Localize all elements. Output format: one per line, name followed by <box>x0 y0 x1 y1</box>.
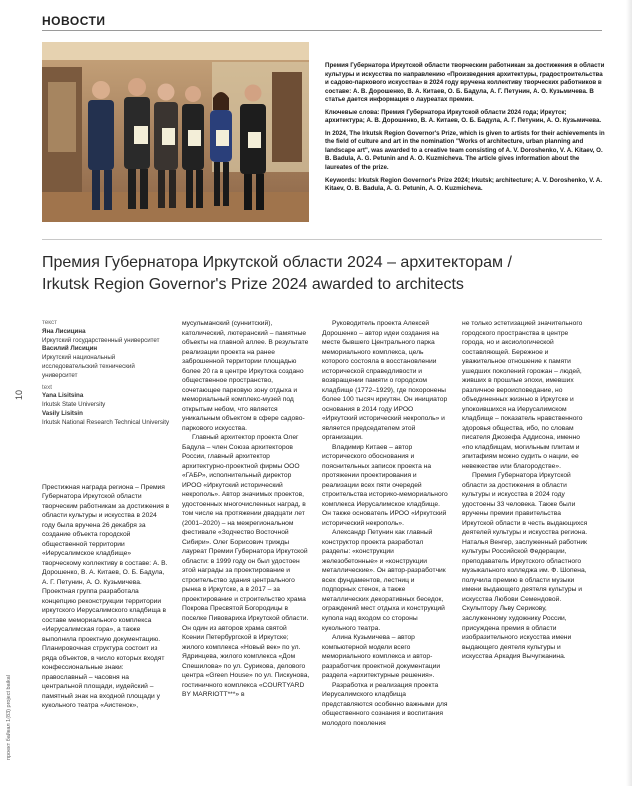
body-paragraph: Престижная награда региона – Премия Губернатора Иркутской области творческим работникам за достижения в области культуры и искусства в 2024 году была вручена 26 декабря за создание объекта городской общественной территории «Иерусалимское кладбище» творческому коллективу в составе: А. В. Дорошенко, В. А. Китаев, О. Б. Бадула, А. Г. Петунин, А. О. Кузьмичева. Проектная группа разработала концепцию реконструкции территории иркутского Иерусалимского кладбища в составе мемориального комплекса «Иерусалимская гора», а также выполнила проектную документацию. Планировочная структура состоит из ряда объектов, в число которых входят конфессиональные знаки: православный – часовня на центральной площади, иудейский – памятный знак на входной площади у кукольного театра «Аистенок», <box>42 483 170 710</box>
award-ceremony-photo <box>42 42 309 222</box>
body-paragraph: Разработка и реализация проекта Иерусалимского кладбища представляются особенно важными для общественного сознания и воспитания молодого поколения <box>322 681 448 727</box>
author-1-ru: Яна Лисицина <box>42 327 86 335</box>
author-1-en: Yana Lisitsina <box>42 392 84 400</box>
body-paragraph: Руководитель проекта Алексей Дорошенко – автор идеи создания на месте бывшего Центрального парка мемориального комплекса, цель которого состояла в восстановлении исторической справедливости и возвращении памяти о городском кладбище (1772–1929), где похоронены более 100 тысяч иркутян. Он инициатор основания в 2014 году ИРОО «Иркутский исторический некрополь» и является председателем этой организации. <box>322 320 448 442</box>
abstract-ru: Премия Губернатора Иркутской области творческим работникам за достижения в области культуры и искусства по направлению «Произведения архитектуры, градостроительства и садово-паркового искусства» в 2024 году вручена коллективу творческих работников в составе: А. В. Дорошенко, В. А. Китаев, О. Б. Бадула, А. Г. Петунин, А. О. Кузьмичева. В статье дается информация о лауреатах премии. <box>325 62 605 104</box>
body-paragraph: Александр Петунин как главный конструктор проекта разработал разделы: «конструкции железобетонные» и «конструкции металлические». Он автор-разработчик всех фундаментов, лестниц и подпорных стенок, а также металлических декоративных беседок, ограждений мест отдыха и конструкций купола над входом со стороны кукольного театра. <box>322 529 446 632</box>
author-2-ru: Василий Лисицин <box>42 345 98 353</box>
column-3 <box>322 319 450 728</box>
running-footer: проект байкал 1(83) project baikal <box>6 675 12 760</box>
title-ru: Премия Губернатора Иркутской области 2024 – архитекторам / <box>42 254 512 271</box>
keywords-en-label: Keywords: <box>325 176 357 184</box>
article-title <box>42 252 612 295</box>
column-4 <box>462 319 590 662</box>
affiliation-2-ru: Иркутский национальный исследовательский технический университет <box>42 354 135 379</box>
body-paragraph: Главный архитектор проекта Олег Бадула – член Союза архитекторов России, главный архитектор архитектурно-проектной фирмы ООО «ГАБР», исполнительный директор ИРОО «Иркутский исторический некрополь». Автор значимых проектов, удостоенных многочисленных наград, в том числе на протяжении двадцати лет (2001–2020) – на межрегиональном фестивале «Зодчество Восточной Сибири». Олег Борисович трижды лауреат Премии Губернатора Иркутской области: в 1999 году он был удостоен этой награды за проектирование и строительство здания центрального рынка в Иркутске, а в 2017 – за проектирование и строительство храма Покрова Пресвятой Богородицы в поселке Пивоварихa Иркутской области. Он один из авторов храма святой Ксении Петербургской в Иркутске; жилого комплекса «Новый век» по ул. Ядринцева, жилого комплекса «Дом Спешилова» по ул. Сурикова, делового центра «Green House» по ул. Пискунова, гостиничного комплекса «COURTYARD BY MARRIOTT***» в <box>182 434 310 699</box>
credits <box>42 319 170 428</box>
abstract-en: In 2024, The Irkutsk Region Governor's Prize, which is given to artists for their achievements in the field of culture and art in the nomination "Works of architecture, urban planning and landscape art", was awarded to a creative team consisting of A. V. Doroshenko, V. A. Kitaev, O. B. Badula, A. G. Petunin and A. O. Kuzmicheva. The article gives information about the laureates of the prize. <box>325 129 605 172</box>
keywords-en <box>325 177 607 194</box>
credits-label-ru: текст <box>42 319 57 326</box>
body-paragraph: Владимир Китаев – автор исторического обоснования и пояснительных записок проекта на протяжении проектирования и реализации всех пяти очередей строительства историко-мемориального комплекса Иерусалимское кладбище. Он также основатель ИРОО «Иркутский исторический некрополь». <box>322 443 448 527</box>
affiliation-2-en: Irkutsk National Research Technical University <box>42 418 170 426</box>
section-tag: НОВОСТИ <box>42 14 106 28</box>
body-paragraph: не только эстетизацией значительного городского пространства в центре города, но и аксиологической составляющей. Бережное и уважительное отношение к памяти ушедших поколений горожан – людей, живших в прошлые эпохи, имевших различное вероисповедание, но объединенных жизнью в Иркутске и упокоившихся на Иерусалимском кладбище – показатель нравственного здоровья общества, ибо, по словам писателя Джозефа Аддисона, именно «по кладбищам, могильным плитам и эпитафиям можно судить о нации, ее невежестве или благородстве». <box>462 320 583 470</box>
body-paragraph: Алина Кузьмичева – автор компьютерной модели всего мемориального комплекса и автор-разработчик проектной документации раздела «архитектурные решения». <box>322 634 441 680</box>
keywords-en-text: Irkutsk Region Governor's Prize 2024; Irkutsk; architecture; A. V. Doroshenko, V. A. Kitaev, O. B. Badula, A. G. Petunin, A. O. Kuzmicheva. <box>325 176 603 193</box>
author-2-en: Vasily Lisitsin <box>42 409 83 417</box>
abstract <box>325 62 607 198</box>
title-en: Irkutsk Region Governor's Prize 2024 awarded to architects <box>42 275 464 293</box>
affiliation-1-ru: Иркутский государственный университет <box>42 336 160 344</box>
divider <box>42 239 602 240</box>
column-2 <box>182 319 310 700</box>
keywords-ru-label: Ключевые слова: <box>325 108 380 116</box>
keywords-ru <box>325 109 607 126</box>
divider <box>42 30 602 31</box>
body-paragraph: мусульманский (суннитский), католический, лютеранский – памятные объекты на главной аллее. В результате реализации проекта на ранее заброшенной территории площадью более 20 га в центре Иркутска создано общественное пространство, сочетающее парковую зону отдыха и мемориальный комплекс-музей под открытым небом, что является уникальным объектом в сфере садово-паркового искусства. <box>182 320 309 432</box>
page-edge-shadow <box>626 0 632 786</box>
body-paragraph: Премия Губернатора Иркутской области за достижения в области культуры и искусства в 2024 году удостоены 33 человека. Также были вручены премии правительства Иркутской области в честь выдающихся деятелей культуры и искусства региона. Наталья Венгер, заслуженный работник культуры Российской Федерации, преподаватель Иркутского областного музыкального колледжа им. Ф. Шопена, получила премию в области музыки имени выдающего деятеля культуры и искусства Любови Семендовой. Скульптору Льву Серикову, заслуженному художнику России, присуждена премия в области изобразительного искусства имени выдающего деятеля культуры и искусства Аркадия Вычугжанина. <box>462 472 588 661</box>
keywords-ru-text: Премия Губернатора Иркутской области 2024 года; Иркутск; архитектура; А. В. Дорошенко, В. А. Китаев, О. Б. Бадула, А. Г. Петунин, А. О. Кузьмичева. <box>325 108 602 125</box>
credits-label-en: text <box>42 383 52 391</box>
affiliation-1-en: Irkutsk State University <box>42 401 106 409</box>
column-1 <box>42 319 170 711</box>
page-number: 10 <box>14 389 24 400</box>
